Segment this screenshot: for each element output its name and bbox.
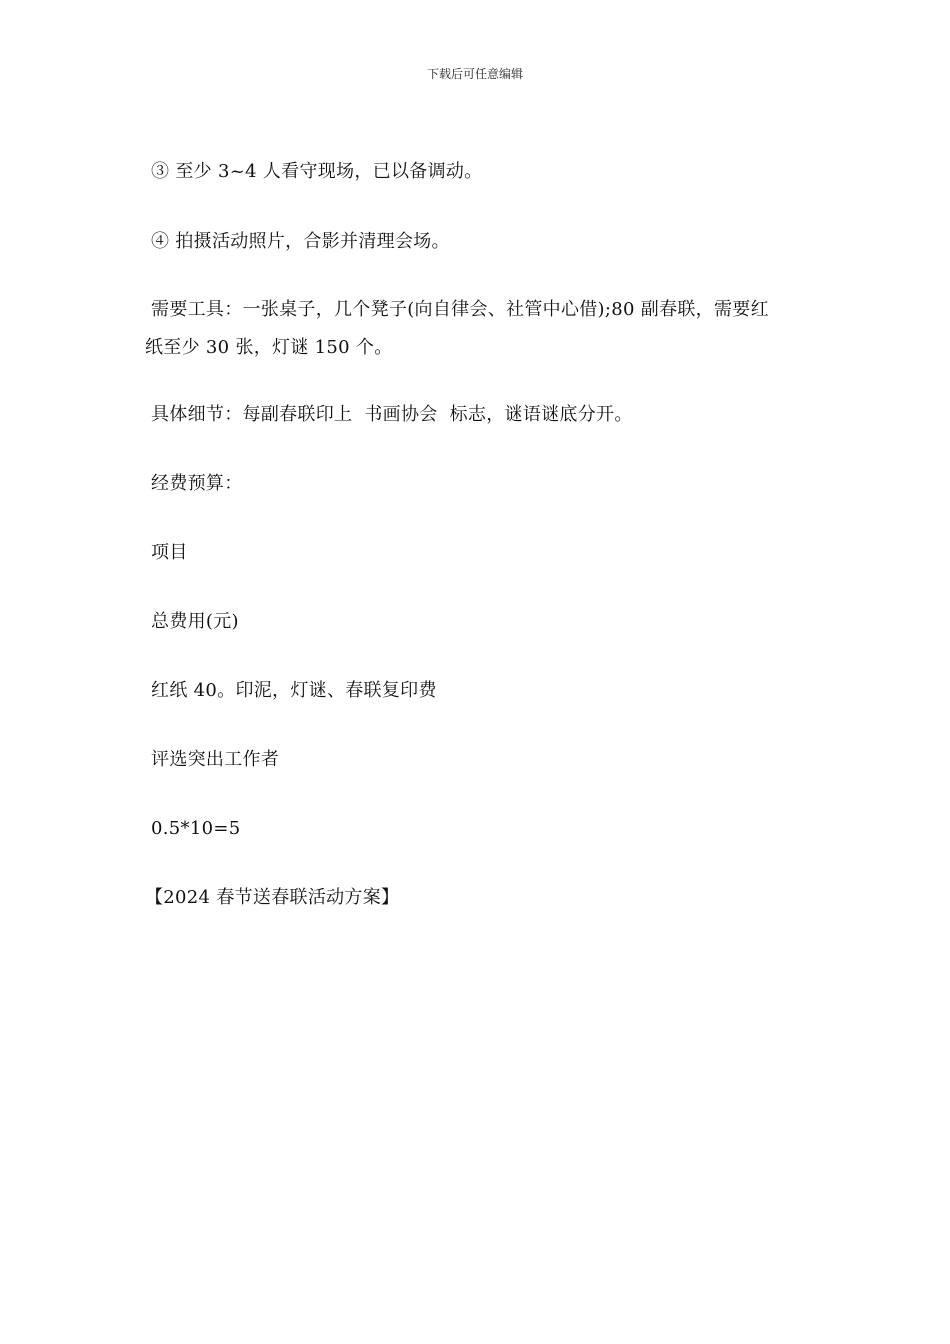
page-header: 下载后可任意编辑 [426,67,523,81]
paragraph-budget-heading: 经费预算： [145,473,243,494]
paragraph-staffing: ③ 至少 3~4 人看守现场，已以备调动。 [145,161,483,182]
paragraph-tools-line2: 纸至少 30 张，灯谜 150 个。 [145,337,393,358]
paragraph-item-label: 项目 [145,542,188,563]
paragraph-total-cost-label: 总费用(元) [145,611,239,632]
paragraph-red-paper-cost: 红纸 40。印泥，灯谜、春联复印费 [145,680,437,701]
document-title-bracketed: 【2024 春节送春联活动方案】 [145,887,400,908]
paragraph-photos: ④ 拍摄活动照片，合影并清理会场。 [145,231,450,252]
paragraph-tools-line1: 需要工具：一张桌子，几个凳子(向自律会、社管中心借);80 副春联，需要红 [145,299,769,320]
paragraph-formula: 0.5*10=5 [145,818,241,839]
paragraph-details: 具体细节：每副春联印上 书画协会 标志，谜语谜底分开。 [145,404,633,425]
paragraph-worker-selection: 评选突出工作者 [145,749,280,770]
